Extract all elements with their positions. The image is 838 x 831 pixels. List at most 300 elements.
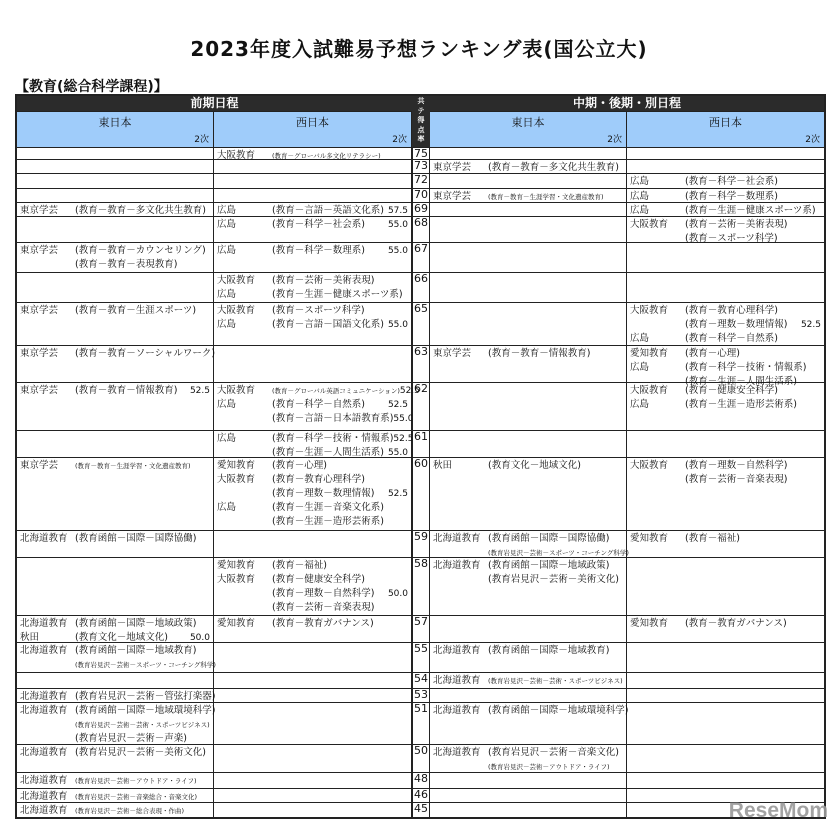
score-rate: 58	[412, 558, 430, 615]
score-rate: 73	[414, 159, 428, 172]
table-cell	[430, 558, 627, 615]
niji-score: 50.0	[387, 589, 408, 599]
niji-score	[619, 161, 623, 175]
list-item	[217, 459, 408, 473]
niji-score	[196, 617, 210, 631]
university-name	[217, 601, 272, 615]
list-item	[20, 459, 210, 473]
list-item	[217, 617, 408, 631]
table-cell	[17, 431, 214, 457]
table-cell	[214, 273, 412, 302]
table-cell	[214, 458, 412, 530]
table-cell	[627, 273, 824, 302]
niji-score	[799, 190, 821, 204]
niji-score	[604, 190, 623, 204]
university-name: 北海道教育	[433, 533, 481, 544]
niji-score	[799, 473, 821, 487]
list-item	[630, 332, 821, 346]
niji-score: 55.0	[387, 448, 408, 458]
list-item	[217, 384, 420, 398]
department-name: (教育函館－国際－地域環境科学)	[488, 705, 629, 716]
table-cell	[214, 148, 412, 159]
list-item	[630, 175, 821, 189]
list-item	[20, 804, 210, 818]
university-name	[433, 573, 488, 587]
table-row	[17, 147, 824, 159]
table-cell	[627, 189, 824, 202]
table-cell	[17, 773, 214, 788]
table-row	[17, 744, 824, 772]
university-name: 北海道教育	[20, 533, 68, 544]
table-cell	[17, 243, 214, 272]
front-east-header	[17, 112, 214, 147]
list-item	[217, 473, 408, 487]
department-name: (教育岩見沢－芸術－アウトドア・ライフ)	[75, 777, 197, 785]
university-name: 愛知教育	[630, 618, 669, 629]
section-title: 【教育(総合科学課程)】	[15, 79, 168, 95]
score-rate: 60	[412, 458, 430, 530]
list-item	[217, 244, 408, 258]
department-name: (教育－グローバル多文化リテラシー)	[272, 152, 381, 160]
list-item	[217, 587, 408, 601]
list-item	[20, 658, 216, 672]
department-name: (教育－福祉)	[685, 533, 740, 544]
list-item	[630, 190, 821, 204]
table-cell	[430, 789, 627, 802]
department-name: (教育－スポーツ科学)	[272, 305, 365, 316]
niji-score	[386, 501, 408, 515]
department-name: (教育－生涯－健康スポーツ系)	[685, 205, 816, 216]
list-item	[433, 760, 623, 774]
list-item	[630, 361, 821, 375]
department-name: (教育岩見沢－芸術－美術文化)	[488, 574, 619, 585]
table-cell	[17, 148, 214, 159]
table-cell	[17, 789, 214, 802]
score-column-header: 共テ得点率	[412, 96, 430, 147]
table-cell	[627, 689, 824, 702]
list-item	[217, 515, 408, 529]
table-cell	[430, 643, 627, 672]
university-name: 大阪教育	[217, 574, 256, 585]
table-row	[17, 159, 824, 173]
university-name: 北海道教育	[20, 805, 68, 816]
region-label: 東日本	[511, 116, 545, 129]
list-item	[630, 384, 821, 398]
department-name: (教育－科学－社会系)	[685, 176, 778, 187]
table-cell	[214, 174, 412, 188]
table-cell	[430, 745, 627, 772]
university-name: 北海道教育	[433, 645, 481, 656]
university-name: 愛知教育	[217, 460, 256, 471]
department-name: (教育岩見沢－芸術－声楽)	[75, 733, 187, 744]
table-cell	[627, 616, 824, 642]
table-cell	[627, 531, 824, 557]
department-name: (教育－教育心理科学)	[685, 305, 778, 316]
list-item	[433, 644, 623, 658]
department-name: (教育岩見沢－芸術－アウトドア・ライフ)	[488, 763, 610, 771]
university-name	[217, 587, 272, 601]
table-row	[17, 557, 824, 615]
table-cell	[17, 160, 214, 173]
score-rate: 51	[412, 703, 430, 744]
niji-score	[196, 532, 210, 546]
university-name: 東京学芸	[20, 245, 59, 256]
table-cell	[17, 174, 214, 188]
list-item	[630, 218, 821, 232]
university-name: 大阪教育	[217, 385, 256, 396]
table-row	[17, 772, 824, 788]
table-cell	[627, 217, 824, 242]
university-name: 広島	[217, 502, 237, 513]
department-name: (教育－芸術－美術表現)	[685, 219, 788, 230]
department-name: (教育－心理)	[685, 348, 740, 359]
university-name	[20, 658, 75, 672]
table-cell	[17, 346, 214, 382]
department-name: (教育－教育－生涯学習・文化遺産教育)	[75, 462, 191, 470]
later-west-header	[627, 112, 824, 147]
university-name: 東京学芸	[433, 191, 472, 202]
table-cell	[430, 160, 627, 173]
table-cell	[214, 217, 412, 242]
table-cell	[17, 203, 214, 216]
university-name: 北海道教育	[20, 791, 68, 802]
table-cell	[627, 160, 824, 173]
department-name: (教育－理数－自然科学)	[272, 588, 375, 599]
niji-score: 52.5	[387, 489, 408, 499]
table-cell	[430, 174, 627, 188]
department-name: (教育－教育－表現教育)	[75, 259, 178, 270]
table-cell	[17, 531, 214, 557]
list-item	[630, 459, 821, 473]
table-cell	[627, 558, 824, 615]
list-item	[433, 746, 623, 760]
niji-score: 52.5	[393, 434, 414, 444]
niji-score: 52.5	[800, 320, 821, 330]
department-name: (教育－芸術－美術表現)	[272, 275, 375, 286]
university-name: 広島	[217, 319, 237, 330]
table-cell	[430, 673, 627, 688]
department-name: (教育－生涯－造形芸術系)	[272, 516, 384, 527]
niji-score	[386, 274, 408, 288]
department-name: (教育－科学－社会系)	[272, 219, 365, 230]
department-name: (教育－福祉)	[272, 560, 327, 571]
score-rate: 54	[412, 673, 430, 688]
department-name: (教育－教育－多文化共生教育)	[75, 205, 206, 216]
niji-score: 52.5	[189, 386, 210, 396]
department-name: (教育函館－国際－地域教育)	[488, 645, 610, 656]
niji-score: 57.5	[387, 206, 408, 216]
niji-score: 55.0	[387, 320, 408, 330]
niji-score	[188, 258, 210, 272]
niji-score	[386, 559, 408, 573]
university-name: 大阪教育	[630, 219, 669, 230]
table-cell	[430, 703, 627, 744]
table-cell	[627, 174, 824, 188]
table-cell	[430, 189, 627, 202]
score-rate: 66	[412, 273, 430, 302]
department-name: (教育－科学－自然系)	[685, 333, 778, 344]
department-name: (教育文化－地域文化)	[488, 460, 581, 471]
table-row	[17, 457, 824, 530]
list-item	[433, 559, 623, 573]
department-name: (教育函館－国際－国際協働)	[75, 533, 197, 544]
university-name: 北海道教育	[20, 747, 68, 758]
niji-score	[196, 304, 210, 318]
university-name: 北海道教育	[20, 775, 68, 786]
university-name	[217, 412, 272, 426]
department-name: (教育－教育－生涯スポーツ)	[75, 305, 197, 316]
list-item	[20, 718, 210, 732]
department-name: (教育岩見沢－芸術－総合表現・作曲)	[75, 807, 185, 815]
table-cell	[430, 203, 627, 216]
university-name	[433, 760, 488, 774]
table-cell	[17, 745, 214, 772]
niji-score	[196, 644, 210, 658]
university-name: 広島	[630, 191, 650, 202]
department-name: (教育岩見沢－芸術－美術文化)	[75, 747, 206, 758]
table-cell	[214, 643, 412, 672]
table-cell	[17, 689, 214, 702]
table-row	[17, 642, 824, 672]
university-name: 東京学芸	[433, 162, 472, 173]
university-name: 広島	[630, 333, 650, 344]
table-cell	[214, 203, 412, 216]
table-cell	[430, 458, 627, 530]
table-cell	[627, 431, 824, 457]
table-cell	[430, 531, 627, 557]
list-item	[217, 501, 408, 515]
niji-score	[386, 601, 408, 615]
niji-score: 50.0	[189, 633, 210, 643]
table-cell	[430, 689, 627, 702]
table-cell	[627, 773, 824, 788]
department-name: (教育－言語－国語文化系)	[272, 319, 384, 330]
table-cell	[627, 458, 824, 530]
niji-score	[386, 617, 408, 631]
department-name: (教育函館－国際－地域環境科学)	[75, 705, 216, 716]
table-row	[17, 688, 824, 702]
niji-score: 55.0	[393, 414, 414, 424]
table-row	[17, 216, 824, 242]
table-row	[17, 430, 824, 457]
university-name: 広島	[217, 289, 237, 300]
score-rate: 55	[412, 643, 430, 672]
niji-score	[206, 204, 210, 218]
table-cell	[627, 643, 824, 672]
university-name: 大阪教育	[217, 275, 256, 286]
university-name: 広島	[630, 205, 650, 216]
table-cell	[627, 673, 824, 688]
department-name: (教育文化－地域文化)	[75, 632, 168, 643]
table-cell	[430, 383, 627, 430]
university-name: 大阪教育	[630, 460, 669, 471]
university-name: 東京学芸	[20, 305, 59, 316]
niji-score	[197, 790, 210, 804]
department-name: (教育－スポーツ科学)	[685, 233, 778, 244]
university-name: 大阪教育	[217, 474, 256, 485]
department-name: (教育－理数－自然科学)	[685, 460, 788, 471]
department-name: (教育－教育ガバナンス)	[685, 618, 787, 629]
university-name: 広島	[217, 399, 237, 410]
later-schedule-header: 中期・後期・別日程	[572, 96, 681, 110]
niji-label: 2次	[392, 135, 407, 145]
table-cell	[17, 273, 214, 302]
department-name: (教育－教育心理科学)	[272, 474, 365, 485]
university-name	[20, 732, 75, 746]
list-item	[20, 644, 210, 658]
list-item	[630, 204, 821, 218]
niji-score	[610, 760, 624, 774]
list-item	[20, 258, 210, 272]
table-cell	[17, 803, 214, 817]
department-name: (教育－理数－数理情報)	[272, 488, 375, 499]
university-name: 東京学芸	[20, 348, 59, 359]
niji-score	[609, 532, 623, 546]
department-name: (教育－教育－カウンセリング)	[75, 245, 206, 256]
university-name: 北海道教育	[433, 705, 481, 716]
niji-score	[799, 347, 821, 361]
list-item	[20, 347, 216, 361]
niji-score	[403, 288, 408, 302]
niji-score	[799, 175, 821, 189]
niji-score	[386, 515, 408, 529]
niji-score: 55.0	[387, 220, 408, 230]
niji-score	[799, 398, 821, 412]
table-cell	[430, 273, 627, 302]
table-cell	[214, 160, 412, 173]
niji-score	[799, 218, 821, 232]
table-cell	[17, 303, 214, 345]
niji-score	[386, 473, 408, 487]
university-name: 愛知教育	[630, 533, 669, 544]
list-item	[217, 412, 414, 426]
score-rate: 46	[414, 788, 428, 801]
list-item	[433, 674, 623, 688]
university-name: 広島	[217, 205, 237, 216]
department-name: (教育－生涯－人間生活系)	[272, 447, 384, 458]
score-rate: 75	[414, 147, 428, 160]
university-name: 大阪教育	[630, 385, 669, 396]
university-name: 大阪教育	[630, 305, 669, 316]
department-name: (教育－教育－多文化共生教育)	[488, 162, 619, 173]
university-name	[630, 473, 685, 487]
niji-score	[799, 384, 821, 398]
department-name: (教育岩見沢－芸術－芸術・スポーツビジネス)	[75, 721, 210, 729]
region-label: 西日本	[296, 116, 329, 129]
table-row	[17, 242, 824, 272]
table-row	[17, 345, 824, 387]
score-rate: 70	[414, 188, 428, 201]
table-cell	[214, 703, 412, 744]
university-name: 広島	[217, 219, 237, 230]
list-item	[20, 790, 210, 804]
list-item	[217, 304, 408, 318]
score-rate: 61	[412, 431, 430, 457]
table-cell	[214, 189, 412, 202]
later-east-header	[430, 112, 627, 147]
table-cell	[17, 558, 214, 615]
list-item	[20, 746, 210, 760]
table-cell	[214, 689, 412, 702]
niji-score	[799, 617, 821, 631]
niji-score	[799, 532, 821, 546]
table-row	[17, 672, 824, 688]
department-name: (教育－教育ガバナンス)	[272, 618, 374, 629]
list-item	[433, 704, 629, 718]
department-name: (教育－グローバル英語コミュニケーション)	[272, 387, 400, 395]
table-cell	[430, 148, 627, 159]
list-item	[433, 161, 623, 175]
list-item	[217, 601, 408, 615]
table-cell	[430, 217, 627, 242]
table-cell	[627, 148, 824, 159]
table-cell	[214, 673, 412, 688]
university-name: 大阪教育	[217, 305, 256, 316]
niji-score	[188, 732, 210, 746]
score-rate: 65	[412, 303, 430, 345]
score-rate: 72	[414, 173, 428, 186]
list-item	[217, 398, 408, 412]
niji-score	[206, 746, 210, 760]
university-name: 愛知教育	[217, 618, 256, 629]
university-name: 大阪教育	[217, 150, 256, 161]
list-item	[20, 304, 210, 318]
department-name: (教育－生涯－音楽文化系)	[272, 502, 384, 513]
list-item	[20, 384, 210, 398]
list-item	[217, 432, 414, 446]
niji-score: 52.5	[387, 400, 408, 410]
university-name	[20, 258, 75, 272]
table-cell	[17, 616, 214, 642]
ranking-table	[15, 94, 826, 819]
university-name: 東京学芸	[20, 460, 59, 471]
list-item	[630, 347, 821, 361]
page-title: 2023年度入試難易予想ランキング表(国公立大)	[190, 37, 648, 61]
table-row	[17, 202, 824, 216]
score-rate: 45	[414, 802, 428, 815]
table-cell	[214, 616, 412, 642]
niji-score	[386, 459, 408, 473]
department-name: (教育岩見沢－芸術－芸術・スポーツビジネス)	[488, 677, 623, 685]
score-rate: 62	[412, 383, 430, 430]
table-row	[17, 272, 824, 302]
table-cell	[17, 703, 214, 744]
department-name: (教育－教育－生涯学習・文化遺産教育)	[488, 193, 604, 201]
niji-score	[601, 347, 623, 361]
university-name: 秋田	[433, 460, 453, 471]
table-cell	[430, 243, 627, 272]
list-item	[630, 617, 821, 631]
score-rate: 48	[412, 773, 430, 788]
department-name: (教育－健康安全科学)	[272, 574, 365, 585]
score-rate: 68	[412, 217, 430, 242]
list-item	[20, 704, 216, 718]
department-name: (教育岩見沢－芸術－スポーツ・コーチング科学)	[488, 549, 629, 557]
table-cell	[17, 673, 214, 688]
resemom-watermark: ReseMom	[728, 799, 828, 822]
list-item	[630, 318, 821, 332]
department-name: (教育－科学－技術・情報系)	[272, 433, 394, 444]
table-row	[17, 188, 824, 202]
niji-score	[386, 304, 408, 318]
front-west-header	[214, 112, 412, 147]
list-item	[433, 573, 623, 587]
university-name: 北海道教育	[20, 691, 68, 702]
department-name: (教育－芸術－音楽表現)	[685, 474, 788, 485]
list-item	[217, 204, 408, 218]
university-name	[217, 487, 272, 501]
department-name: (教育函館－国際－地域政策)	[75, 618, 197, 629]
